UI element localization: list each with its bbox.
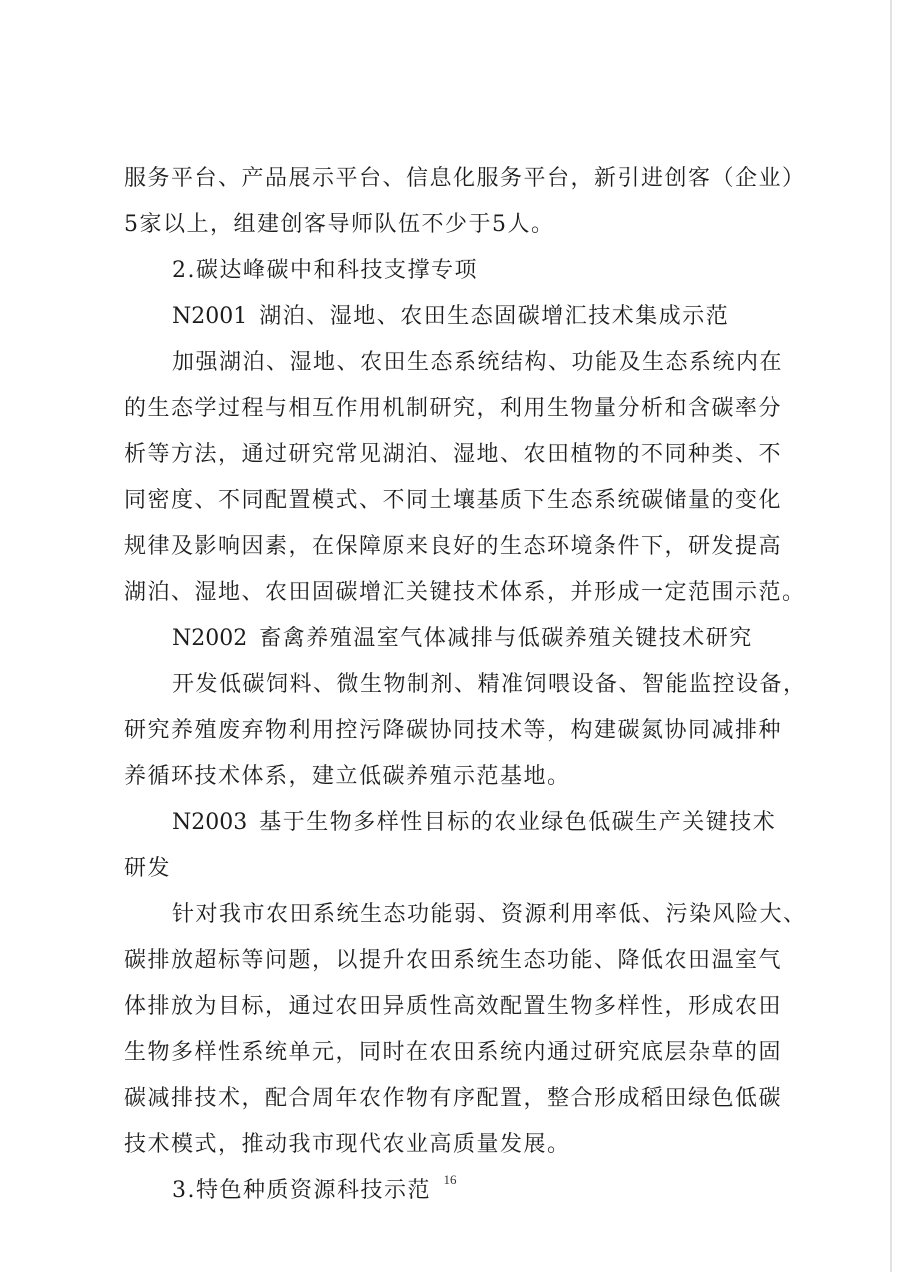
text-line: 针对我市农田系统生态功能弱、资源利用率低、污染风险大、 — [172, 902, 807, 927]
text-line: 技术模式，推动我市现代农业高质量发展。 — [124, 1132, 571, 1157]
project-code: N2002 — [172, 626, 248, 651]
text-line: 体排放为目标，通过农田异质性高效配置生物多样性，形成农田 — [124, 994, 783, 1019]
project-title-text: 基于生物多样性目标的农业绿色低碳生产关键技术 — [259, 810, 777, 835]
scan-edge-line — [890, 0, 892, 1272]
text-line: 5家以上，组建创客导师队伍不少于5人。 — [124, 212, 555, 237]
text-line: 湖泊、湿地、农田固碳增汇关键技术体系，并形成一定范围示范。 — [124, 580, 806, 605]
text-line: 析等方法，通过研究常见湖泊、湿地、农田植物的不同种类、不 — [124, 442, 783, 467]
text-line: 的生态学过程与相互作用机制研究，利用生物量分析和含碳率分 — [124, 396, 783, 421]
text-line: 服务平台、产品展示平台、信息化服务平台，新引进创客（企业） — [124, 166, 806, 191]
project-title-text: 湖泊、湿地、农田生态固碳增汇技术集成示范 — [259, 304, 730, 329]
section-heading: 3.特色种质资源科技示范 — [172, 1178, 431, 1203]
project-title-n2001 — [124, 294, 788, 340]
project-title-n2002 — [124, 616, 788, 662]
section-heading: 2.碳达峰碳中和科技支撑专项 — [172, 258, 478, 283]
project-title-text: 畜禽养殖温室气体减排与低碳养殖关键技术研究 — [259, 626, 753, 651]
text-line: 开发低碳饲料、微生物制剂、精准饲喂设备、智能监控设备， — [172, 672, 807, 697]
page-number: 16 — [443, 1172, 457, 1187]
project-code: N2001 — [172, 304, 248, 329]
project-code: N2003 — [172, 810, 248, 835]
text-line: 养循环技术体系，建立低碳养殖示范基地。 — [124, 764, 571, 789]
text-line: 规律及影响因素，在保障原来良好的生态环境条件下，研发提高 — [124, 534, 783, 559]
body-text — [124, 156, 807, 1214]
text-line: 碳排放超标等问题，以提升农田系统生态功能、降低农田温室气 — [124, 948, 783, 973]
text-line: 碳减排技术，配合周年农作物有序配置，整合形成稻田绿色低碳 — [124, 1086, 783, 1111]
text-line: 生物多样性系统单元，同时在农田系统内通过研究底层杂草的固 — [124, 1040, 783, 1065]
project-title-n2003 — [124, 800, 788, 846]
text-line: 研发 — [124, 856, 172, 881]
text-line: 同密度、不同配置模式、不同土壤基质下生态系统碳储量的变化 — [124, 488, 783, 513]
text-line: 研究养殖废弃物利用控污降碳协同技术等，构建碳氮协同减排种 — [124, 718, 783, 743]
text-line: 加强湖泊、湿地、农田生态系统结构、功能及生态系统内在 — [172, 350, 784, 375]
